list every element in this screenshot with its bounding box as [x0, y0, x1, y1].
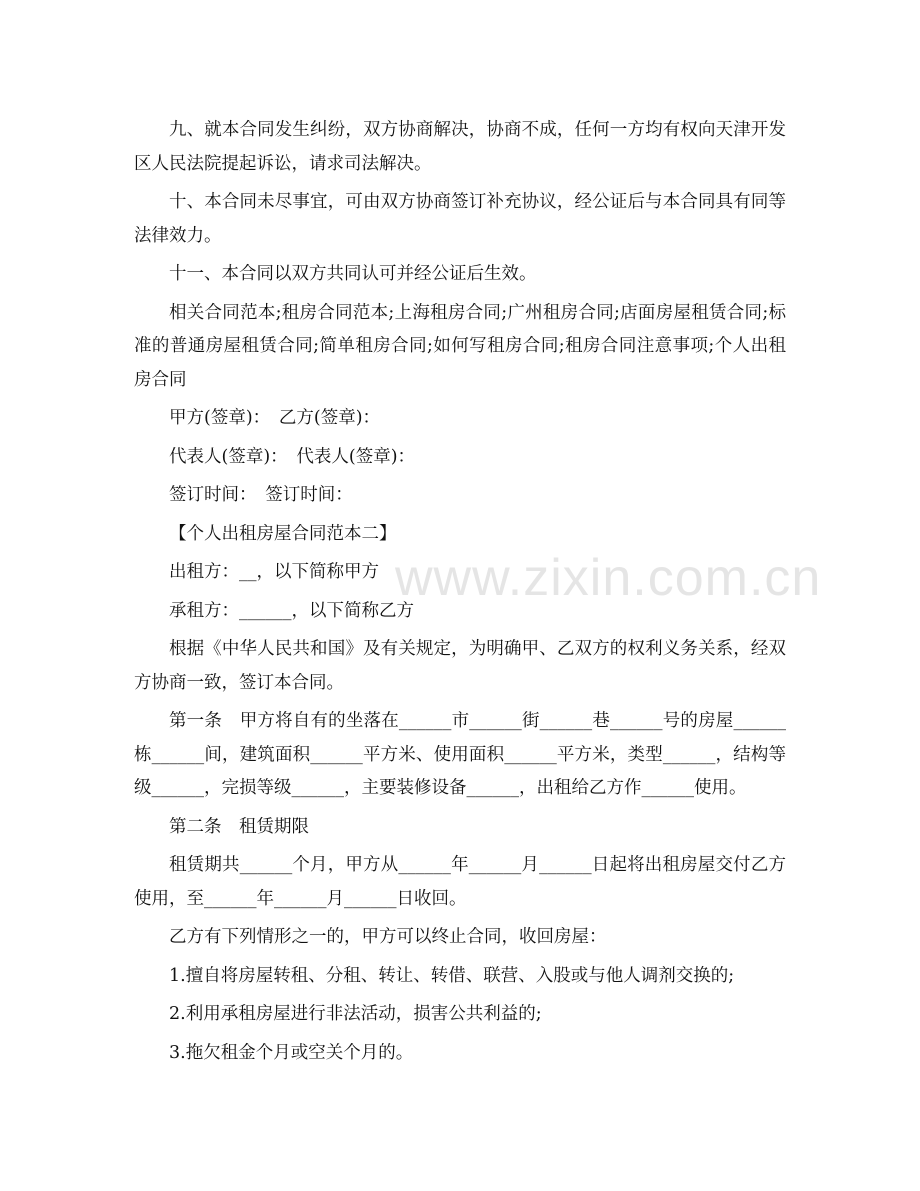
document-body: [134, 114, 786, 1070]
article-2-heading: 第二条 租赁期限: [169, 816, 309, 837]
termination-item-3: 3.拖欠租金个月或空关个月的。: [169, 1042, 414, 1063]
signature-party: 甲方(签章)： 乙方(签章)：: [169, 408, 381, 428]
lease-term: 租赁期共______个月，甲方从______年______月______日起将出租房屋交付乙方使用，至______年______月______日收回。: [134, 855, 786, 909]
clause-11: 十一、本合同以双方共同认可并经公证后生效。: [169, 264, 537, 284]
related-templates: 相关合同范本;租房合同范本;上海租房合同;广州租房合同;店面房屋租赁合同;标准的普通房屋租赁合同;简单租房合同;如何写租房合同;租房合同注意事项;个人出租房合同: [134, 302, 786, 390]
signing-date: 签订时间： 签订时间：: [169, 485, 353, 505]
watermark: www.zixin.com.cn: [395, 549, 822, 607]
termination-item-2: 2.利用承租房屋进行非法活动，损害公共利益的;: [169, 1004, 542, 1024]
termination-intro: 乙方有下列情形之一的，甲方可以终止合同，收回房屋：: [169, 927, 607, 947]
article-1: 第一条 甲方将自有的坐落在______市______街______巷______号的房屋______栋______间，建筑面积______平方米、使用面积______平方米，类型______，结构等级______，完损等级______，主要装修设备______，出租给乙方作______使用。: [134, 711, 786, 798]
section-heading: 【个人出租房屋合同范本二】: [169, 523, 397, 544]
termination-item-1: 1.擅自将房屋转租、分租、转让、转借、联营、入股或与他人调剂交换的;: [169, 965, 735, 986]
clause-10: 十、本合同未尽事宜，可由双方协商签订补充协议，经公证后与本合同具有同等法律效力。: [134, 192, 786, 246]
lessor-line: 出租方：__，以下简称甲方: [169, 562, 379, 582]
preamble: 根据《中华人民共和国》及有关规定，为明确甲、乙双方的权利义务关系，经双方协商一致，签订本合同。: [134, 639, 786, 693]
clause-9: 九、就本合同发生纠纷，双方协商解决，协商不成，任何一方均有权向天津开发区人民法院提起诉讼，请求司法解决。: [134, 120, 786, 174]
lessee-line: 承租方：______，以下简称乙方: [169, 600, 414, 621]
signature-representative: 代表人(签章)： 代表人(签章)：: [169, 446, 416, 467]
